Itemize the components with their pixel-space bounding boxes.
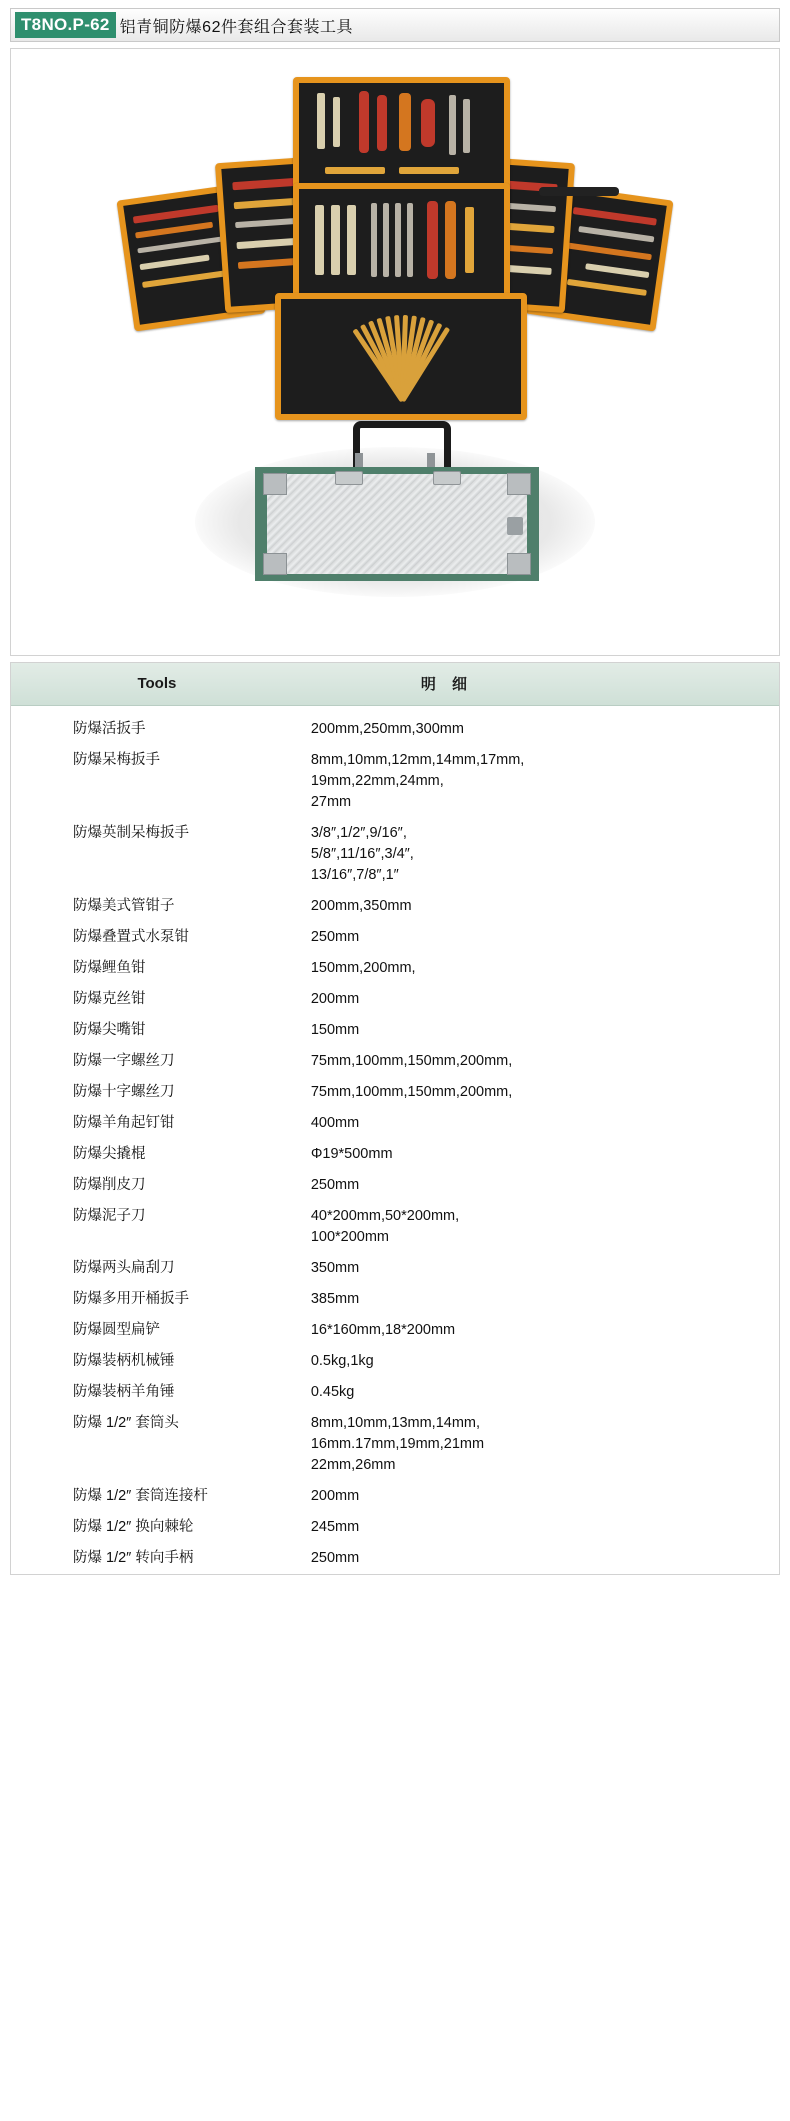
tool-spec-line: 200mm,250mm,300mm xyxy=(310,721,464,737)
tool-spec-line: 350mm xyxy=(310,1260,360,1277)
tool-spec xyxy=(303,1377,779,1408)
tool-spec-line: 13/16″,7/8″,1″ xyxy=(310,867,399,884)
aluminum-case xyxy=(255,467,539,581)
tool-name: 防爆 1/2″ 转向手柄 xyxy=(73,1550,194,1567)
tool-spec-line: 150mm xyxy=(310,1022,360,1039)
tool-spec xyxy=(303,1201,779,1253)
tool-name: 防爆美式管钳子 xyxy=(73,898,175,915)
tool-name: 防爆鲤鱼钳 xyxy=(73,960,146,977)
specification-table-wrap xyxy=(10,662,780,1575)
open-toolcase-illustration xyxy=(115,71,675,431)
tool-name: 防爆尖撬棍 xyxy=(73,1146,146,1163)
tool-spec xyxy=(303,1139,779,1170)
table-row xyxy=(11,1481,779,1512)
tool-name: 防爆 1/2″ 套筒头 xyxy=(73,1415,179,1432)
table-row xyxy=(11,1284,779,1315)
table-row xyxy=(11,745,779,818)
tool-spec xyxy=(303,818,779,891)
tool-spec xyxy=(303,1346,779,1377)
tool-spec-line: 150mm,200mm, xyxy=(310,960,416,977)
tool-spec xyxy=(303,1170,779,1201)
tool-spec xyxy=(303,745,779,818)
tool-spec xyxy=(303,1046,779,1077)
tool-name: 防爆装柄羊角锤 xyxy=(73,1384,175,1401)
table-row xyxy=(11,1077,779,1108)
specification-table-body xyxy=(11,706,779,1575)
tool-spec xyxy=(303,984,779,1015)
table-row xyxy=(11,1346,779,1377)
tool-spec xyxy=(303,922,779,953)
tool-spec-line: 3/8″,1/2″,9/16″, xyxy=(310,825,407,842)
table-row xyxy=(11,1108,779,1139)
tool-spec-line: 200mm xyxy=(310,1488,360,1505)
tool-spec-line: 27mm xyxy=(310,794,352,811)
tool-name: 防爆 1/2″ 换向棘轮 xyxy=(73,1519,194,1536)
tool-spec-line: 250mm xyxy=(310,1177,360,1194)
table-row xyxy=(11,1512,779,1543)
tool-name: 防爆十字螺丝刀 xyxy=(73,1084,175,1101)
tool-spec xyxy=(303,891,779,922)
table-row xyxy=(11,922,779,953)
case-corner-tl xyxy=(263,473,287,495)
tool-name: 防爆泥子刀 xyxy=(73,1208,146,1225)
table-row xyxy=(11,891,779,922)
table-row xyxy=(11,1139,779,1170)
table-row xyxy=(11,818,779,891)
tool-spec-line: 250mm xyxy=(310,929,360,946)
tool-spec xyxy=(303,1284,779,1315)
table-row xyxy=(11,953,779,984)
tool-name: 防爆一字螺丝刀 xyxy=(73,1053,175,1070)
tool-name: 防爆削皮刀 xyxy=(73,1177,146,1194)
tool-spec xyxy=(303,953,779,984)
tool-spec-line: 8mm,10mm,13mm,14mm, xyxy=(310,1415,481,1432)
tool-spec-line: 8mm,10mm,12mm,14mm,17mm, xyxy=(310,752,525,769)
case-edge-top xyxy=(255,467,539,474)
tool-spec-line: 200mm,350mm xyxy=(310,898,412,915)
tool-name: 防爆圆型扁铲 xyxy=(73,1322,160,1339)
tool-spec xyxy=(303,1253,779,1284)
tool-spec-line: 19mm,22mm,24mm, xyxy=(310,773,444,790)
tool-spec xyxy=(303,1408,779,1481)
tool-spec xyxy=(303,706,779,746)
tool-spec-line: 5/8″,11/16″,3/4″, xyxy=(310,846,414,863)
tool-spec-line: Φ19*500mm xyxy=(310,1146,393,1163)
column-header-tools: Tools xyxy=(11,663,303,706)
tool-name: 防爆两头扁刮刀 xyxy=(73,1260,175,1277)
tool-spec xyxy=(303,1543,779,1574)
product-title: 铝青铜防爆62件套组合套装工具 xyxy=(119,18,353,36)
tool-name: 防爆尖嘴钳 xyxy=(73,1022,146,1039)
table-row xyxy=(11,1408,779,1481)
tool-spec xyxy=(303,1315,779,1346)
tool-spec-line: 400mm xyxy=(310,1115,360,1132)
table-row xyxy=(11,984,779,1015)
tool-name: 防爆叠置式水泵钳 xyxy=(73,929,189,946)
table-row xyxy=(11,1315,779,1346)
tool-name: 防爆英制呆梅扳手 xyxy=(73,825,189,842)
tool-spec-line: 16*160mm,18*200mm xyxy=(310,1322,456,1339)
table-row xyxy=(11,1377,779,1408)
tool-spec-line: 200mm xyxy=(310,991,360,1008)
tool-spec xyxy=(303,1108,779,1139)
tool-spec xyxy=(303,1015,779,1046)
case-clip-right xyxy=(433,471,461,485)
tool-spec-line: 100*200mm xyxy=(310,1229,390,1246)
tool-name: 防爆 1/2″ 套筒连接杆 xyxy=(73,1488,208,1505)
tool-spec xyxy=(303,1481,779,1512)
case-corner-br xyxy=(507,553,531,575)
tool-name: 防爆呆梅扳手 xyxy=(73,752,160,769)
tool-name: 防爆克丝钳 xyxy=(73,991,146,1008)
case-corner-bl xyxy=(263,553,287,575)
tool-spec-line: 75mm,100mm,150mm,200mm, xyxy=(310,1084,513,1101)
table-row xyxy=(11,1046,779,1077)
tool-spec-line: 245mm xyxy=(310,1519,360,1536)
product-spec-page xyxy=(0,8,790,1575)
tool-spec-line: 75mm,100mm,150mm,200mm, xyxy=(310,1053,513,1070)
table-row xyxy=(11,1201,779,1253)
product-header xyxy=(10,8,780,42)
tool-spec-line: 385mm xyxy=(310,1291,360,1308)
tool-spec xyxy=(303,1077,779,1108)
table-row xyxy=(11,1253,779,1284)
toolcase-handle xyxy=(539,187,619,196)
product-image-panel xyxy=(10,48,780,656)
tool-spec-line: 22mm,26mm xyxy=(310,1457,396,1474)
table-row xyxy=(11,1015,779,1046)
case-clip-left xyxy=(335,471,363,485)
tool-name: 防爆装柄机械锤 xyxy=(73,1353,175,1370)
tool-spec-line: 16mm.17mm,19mm,21mm xyxy=(310,1436,485,1453)
tool-name: 防爆活扳手 xyxy=(73,721,146,737)
case-lock-icon xyxy=(507,517,523,535)
table-row xyxy=(11,1543,779,1574)
tool-name: 防爆羊角起钉钳 xyxy=(73,1115,175,1132)
tool-spec-line: 250mm xyxy=(310,1550,360,1567)
tool-spec-line: 0.5kg,1kg xyxy=(310,1353,374,1370)
tool-name: 防爆多用开桶扳手 xyxy=(73,1291,189,1308)
table-row xyxy=(11,706,779,746)
tool-spec-line: 40*200mm,50*200mm, xyxy=(310,1208,460,1225)
table-row xyxy=(11,1170,779,1201)
wrench-fan xyxy=(305,301,495,401)
tool-spec-line: 0.45kg xyxy=(310,1384,355,1401)
case-corner-tr xyxy=(507,473,531,495)
tool-spec xyxy=(303,1512,779,1543)
product-code-badge: T8NO.P-62 xyxy=(15,12,116,38)
column-header-detail: 明 细 xyxy=(420,676,473,693)
table-header-row xyxy=(11,663,779,706)
specification-table xyxy=(11,663,779,1574)
case-edge-bottom xyxy=(255,574,539,581)
